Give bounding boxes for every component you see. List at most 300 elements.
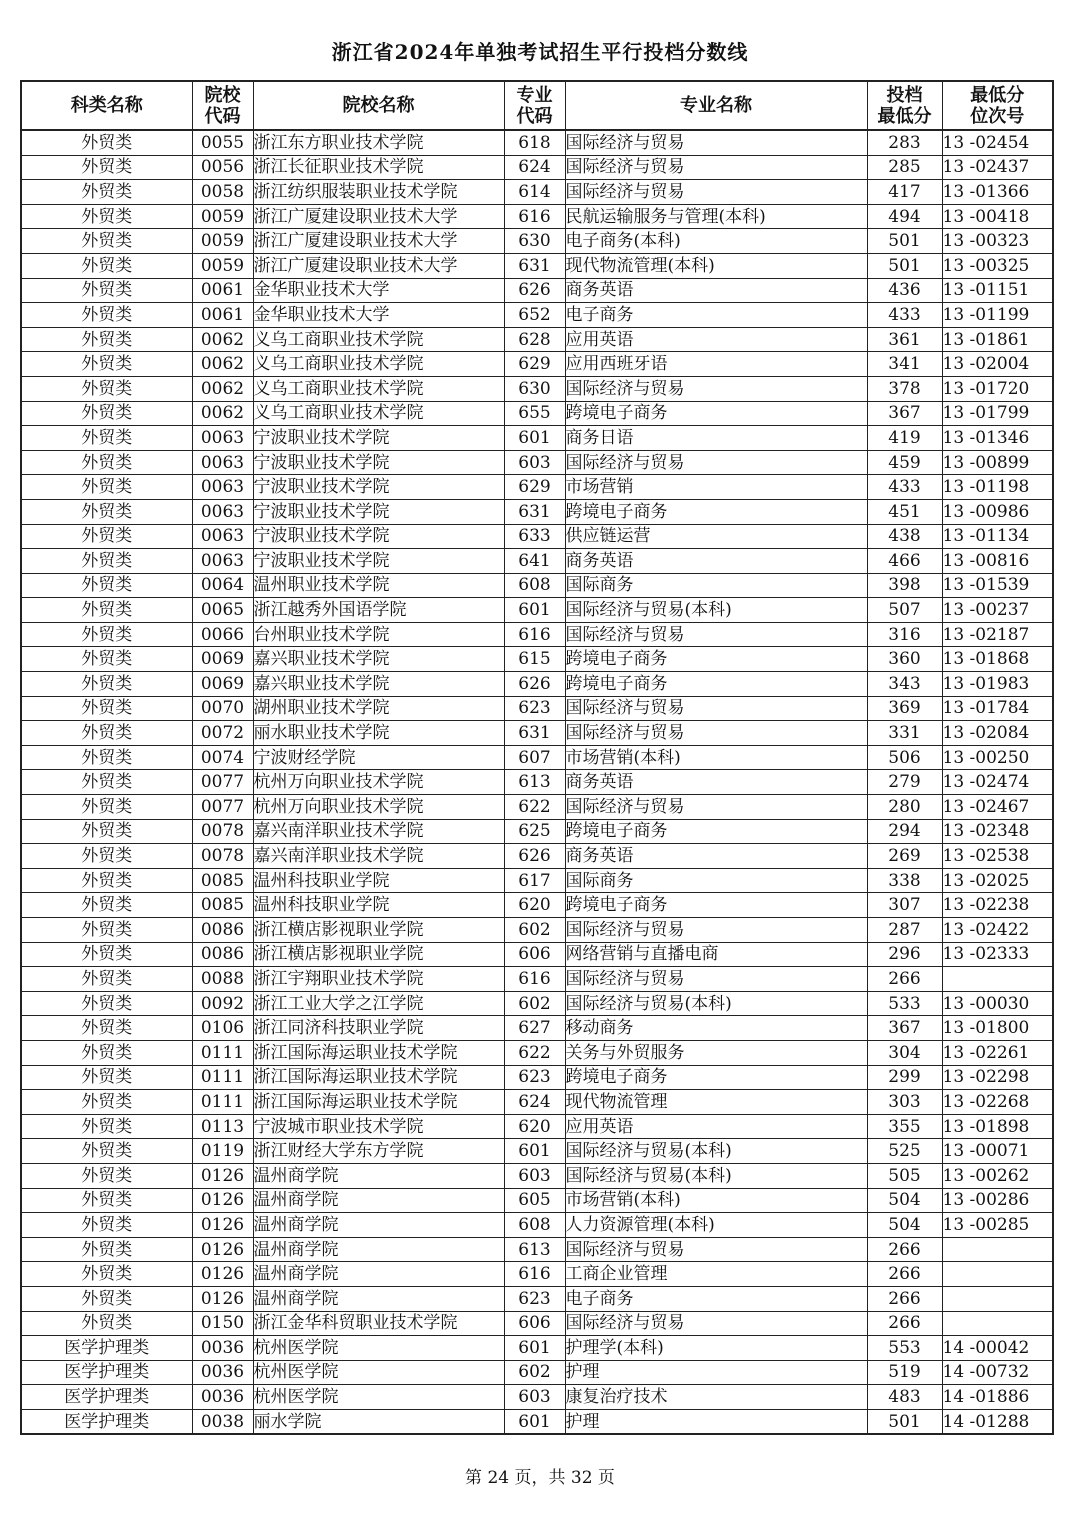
cell-major-name: 现代物流管理(本科) (565, 253, 867, 278)
cell-category: 外贸类 (21, 130, 192, 155)
cell-min-rank: 13 -01720 (942, 376, 1053, 401)
cell-major-name: 国际经济与贸易 (565, 450, 867, 475)
cell-category: 外贸类 (21, 696, 192, 721)
cell-category: 外贸类 (21, 672, 192, 697)
header-major-code: 专业 代码 (504, 81, 565, 130)
cell-category: 外贸类 (21, 327, 192, 352)
cell-min-score: 341 (867, 352, 942, 377)
cell-min-rank: 13 -02437 (942, 155, 1053, 180)
table-header (21, 81, 1053, 130)
cell-major-code: 616 (504, 622, 565, 647)
cell-category: 外贸类 (21, 180, 192, 205)
table-row (21, 253, 1053, 278)
cell-major-name: 现代物流管理 (565, 1090, 867, 1115)
cell-category: 外贸类 (21, 893, 192, 918)
cell-school-code: 0106 (192, 1016, 253, 1041)
cell-school-code: 0061 (192, 278, 253, 303)
cell-major-code: 607 (504, 745, 565, 770)
cell-major-code: 623 (504, 696, 565, 721)
cell-min-rank: 13 -00250 (942, 745, 1053, 770)
cell-category: 外贸类 (21, 844, 192, 869)
cell-min-rank: 14 -00042 (942, 1336, 1053, 1361)
cell-school-code: 0074 (192, 745, 253, 770)
cell-min-rank: 13 -00986 (942, 499, 1053, 524)
cell-min-rank: 13 -01983 (942, 672, 1053, 697)
cell-min-score: 507 (867, 598, 942, 623)
table-row (21, 622, 1053, 647)
cell-category: 外贸类 (21, 1262, 192, 1287)
cell-school-name: 杭州医学院 (253, 1360, 504, 1385)
cell-school-name: 杭州医学院 (253, 1385, 504, 1410)
table-row (21, 499, 1053, 524)
table-row (21, 1311, 1053, 1336)
cell-major-code: 617 (504, 868, 565, 893)
table-row (21, 868, 1053, 893)
cell-school-code: 0059 (192, 253, 253, 278)
cell-major-code: 626 (504, 278, 565, 303)
cell-school-name: 浙江国际海运职业技术学院 (253, 1040, 504, 1065)
cell-major-name: 跨境电子商务 (565, 893, 867, 918)
cell-min-rank (942, 1311, 1053, 1336)
cell-school-code: 0036 (192, 1385, 253, 1410)
table-row (21, 770, 1053, 795)
cell-major-code: 601 (504, 1409, 565, 1434)
cell-school-code: 0069 (192, 672, 253, 697)
cell-school-code: 0086 (192, 942, 253, 967)
table-row (21, 1237, 1053, 1262)
cell-category: 外贸类 (21, 1311, 192, 1336)
cell-major-name: 移动商务 (565, 1016, 867, 1041)
cell-major-code: 608 (504, 1213, 565, 1238)
cell-min-rank: 13 -02467 (942, 795, 1053, 820)
cell-school-code: 0092 (192, 991, 253, 1016)
cell-school-code: 0078 (192, 844, 253, 869)
cell-major-name: 应用西班牙语 (565, 352, 867, 377)
cell-major-name: 国际经济与贸易 (565, 795, 867, 820)
cell-major-code: 613 (504, 770, 565, 795)
cell-major-code: 641 (504, 549, 565, 574)
table-row (21, 180, 1053, 205)
cell-school-code: 0077 (192, 770, 253, 795)
cell-major-name: 国际经济与贸易(本科) (565, 1139, 867, 1164)
cell-min-score: 343 (867, 672, 942, 697)
table-row (21, 1409, 1053, 1434)
cell-major-code: 631 (504, 253, 565, 278)
cell-min-score: 483 (867, 1385, 942, 1410)
cell-min-rank (942, 967, 1053, 992)
cell-school-name: 金华职业技术大学 (253, 303, 504, 328)
cell-major-code: 624 (504, 155, 565, 180)
cell-min-score: 367 (867, 401, 942, 426)
cell-major-code: 628 (504, 327, 565, 352)
cell-min-rank: 13 -01346 (942, 426, 1053, 451)
table-row (21, 991, 1053, 1016)
cell-school-name: 杭州万向职业技术学院 (253, 795, 504, 820)
cell-category: 外贸类 (21, 647, 192, 672)
cell-min-score: 369 (867, 696, 942, 721)
table-row (21, 1163, 1053, 1188)
cell-school-name: 温州商学院 (253, 1163, 504, 1188)
cell-min-rank: 13 -01799 (942, 401, 1053, 426)
header-school-name: 院校名称 (253, 81, 504, 130)
cell-category: 外贸类 (21, 795, 192, 820)
cell-major-code: 630 (504, 229, 565, 254)
cell-major-name: 护理 (565, 1409, 867, 1434)
cell-min-rank: 13 -02261 (942, 1040, 1053, 1065)
cell-min-score: 504 (867, 1213, 942, 1238)
cell-category: 外贸类 (21, 1090, 192, 1115)
cell-school-name: 宁波职业技术学院 (253, 450, 504, 475)
cell-min-score: 501 (867, 229, 942, 254)
cell-major-code: 655 (504, 401, 565, 426)
cell-major-name: 国际经济与贸易 (565, 1311, 867, 1336)
cell-category: 外贸类 (21, 1188, 192, 1213)
cell-min-score: 294 (867, 819, 942, 844)
cell-category: 医学护理类 (21, 1385, 192, 1410)
cell-school-name: 宁波职业技术学院 (253, 499, 504, 524)
cell-min-score: 417 (867, 180, 942, 205)
cell-school-name: 浙江长征职业技术学院 (253, 155, 504, 180)
header-school-code: 院校 代码 (192, 81, 253, 130)
cell-major-code: 615 (504, 647, 565, 672)
cell-school-code: 0119 (192, 1139, 253, 1164)
cell-category: 医学护理类 (21, 1409, 192, 1434)
cell-category: 外贸类 (21, 229, 192, 254)
table-row (21, 524, 1053, 549)
cell-min-score: 519 (867, 1360, 942, 1385)
cell-school-code: 0126 (192, 1163, 253, 1188)
cell-school-name: 嘉兴南洋职业技术学院 (253, 819, 504, 844)
cell-major-code: 623 (504, 1065, 565, 1090)
table-row (21, 1286, 1053, 1311)
cell-major-code: 602 (504, 1360, 565, 1385)
cell-school-code: 0086 (192, 918, 253, 943)
table-row (21, 1114, 1053, 1139)
cell-min-rank: 13 -00325 (942, 253, 1053, 278)
cell-school-name: 浙江国际海运职业技术学院 (253, 1090, 504, 1115)
header-min-score: 投档 最低分 (867, 81, 942, 130)
cell-school-name: 温州商学院 (253, 1213, 504, 1238)
cell-major-name: 国际经济与贸易 (565, 721, 867, 746)
table-row (21, 229, 1053, 254)
cell-major-name: 人力资源管理(本科) (565, 1213, 867, 1238)
cell-category: 外贸类 (21, 622, 192, 647)
table-row (21, 1040, 1053, 1065)
cell-min-score: 378 (867, 376, 942, 401)
table-row (21, 795, 1053, 820)
cell-school-code: 0111 (192, 1065, 253, 1090)
cell-category: 外贸类 (21, 450, 192, 475)
table-row (21, 844, 1053, 869)
cell-category: 外贸类 (21, 819, 192, 844)
header-category: 科类名称 (21, 81, 192, 130)
cell-school-name: 义乌工商职业技术学院 (253, 327, 504, 352)
cell-major-code: 652 (504, 303, 565, 328)
table-body (21, 130, 1053, 1434)
cell-school-code: 0063 (192, 499, 253, 524)
table-row (21, 1262, 1053, 1287)
cell-major-name: 关务与外贸服务 (565, 1040, 867, 1065)
cell-min-rank: 13 -00237 (942, 598, 1053, 623)
cell-min-score: 501 (867, 253, 942, 278)
cell-min-score: 303 (867, 1090, 942, 1115)
cell-major-code: 601 (504, 1139, 565, 1164)
table-row (21, 1016, 1053, 1041)
cell-major-name: 国际经济与贸易 (565, 967, 867, 992)
cell-school-name: 义乌工商职业技术学院 (253, 352, 504, 377)
cell-school-code: 0062 (192, 376, 253, 401)
cell-school-name: 嘉兴职业技术学院 (253, 672, 504, 697)
cell-major-name: 跨境电子商务 (565, 1065, 867, 1090)
cell-major-name: 国际经济与贸易(本科) (565, 598, 867, 623)
cell-category: 外贸类 (21, 868, 192, 893)
cell-major-name: 国际经济与贸易 (565, 155, 867, 180)
cell-school-code: 0055 (192, 130, 253, 155)
cell-school-name: 温州商学院 (253, 1286, 504, 1311)
cell-min-score: 505 (867, 1163, 942, 1188)
cell-min-score: 355 (867, 1114, 942, 1139)
cell-school-code: 0078 (192, 819, 253, 844)
cell-school-name: 浙江横店影视职业学院 (253, 918, 504, 943)
cell-school-code: 0077 (192, 795, 253, 820)
cell-min-score: 466 (867, 549, 942, 574)
cell-school-code: 0056 (192, 155, 253, 180)
cell-min-rank: 13 -02025 (942, 868, 1053, 893)
cell-major-name: 国际经济与贸易 (565, 918, 867, 943)
cell-min-score: 436 (867, 278, 942, 303)
cell-min-rank: 13 -01134 (942, 524, 1053, 549)
table-row (21, 721, 1053, 746)
cell-school-code: 0036 (192, 1336, 253, 1361)
cell-major-code: 616 (504, 1262, 565, 1287)
cell-school-name: 浙江国际海运职业技术学院 (253, 1065, 504, 1090)
cell-category: 外贸类 (21, 426, 192, 451)
cell-major-name: 供应链运营 (565, 524, 867, 549)
table-row (21, 1188, 1053, 1213)
cell-major-code: 602 (504, 918, 565, 943)
cell-min-score: 398 (867, 573, 942, 598)
table-row (21, 696, 1053, 721)
cell-min-score: 504 (867, 1188, 942, 1213)
cell-min-score: 360 (867, 647, 942, 672)
cell-school-code: 0113 (192, 1114, 253, 1139)
cell-major-name: 商务英语 (565, 549, 867, 574)
table-row (21, 549, 1053, 574)
cell-school-code: 0059 (192, 204, 253, 229)
cell-school-name: 义乌工商职业技术学院 (253, 376, 504, 401)
cell-min-rank: 13 -02538 (942, 844, 1053, 869)
cell-major-code: 601 (504, 598, 565, 623)
cell-category: 外贸类 (21, 278, 192, 303)
cell-school-name: 义乌工商职业技术学院 (253, 401, 504, 426)
cell-major-code: 616 (504, 967, 565, 992)
cell-min-score: 361 (867, 327, 942, 352)
cell-category: 外贸类 (21, 942, 192, 967)
cell-major-code: 602 (504, 991, 565, 1016)
table-row (21, 376, 1053, 401)
cell-min-score: 266 (867, 1262, 942, 1287)
cell-min-rank: 13 -00285 (942, 1213, 1053, 1238)
cell-major-code: 624 (504, 1090, 565, 1115)
cell-major-name: 国际经济与贸易 (565, 130, 867, 155)
cell-category: 外贸类 (21, 1286, 192, 1311)
cell-min-rank: 13 -00262 (942, 1163, 1053, 1188)
cell-min-score: 459 (867, 450, 942, 475)
cell-category: 医学护理类 (21, 1360, 192, 1385)
cell-min-score: 438 (867, 524, 942, 549)
cell-min-rank: 13 -02238 (942, 893, 1053, 918)
cell-school-name: 温州商学院 (253, 1188, 504, 1213)
cell-school-name: 宁波职业技术学院 (253, 475, 504, 500)
cell-min-score: 266 (867, 1311, 942, 1336)
cell-min-score: 419 (867, 426, 942, 451)
cell-min-rank: 13 -01366 (942, 180, 1053, 205)
cell-school-name: 丽水职业技术学院 (253, 721, 504, 746)
cell-school-name: 嘉兴南洋职业技术学院 (253, 844, 504, 869)
cell-category: 外贸类 (21, 1065, 192, 1090)
cell-school-code: 0066 (192, 622, 253, 647)
cell-school-name: 宁波财经学院 (253, 745, 504, 770)
cell-school-name: 宁波职业技术学院 (253, 524, 504, 549)
cell-school-name: 嘉兴职业技术学院 (253, 647, 504, 672)
table-row (21, 918, 1053, 943)
cell-school-code: 0058 (192, 180, 253, 205)
cell-major-name: 跨境电子商务 (565, 819, 867, 844)
cell-major-name: 电子商务(本科) (565, 229, 867, 254)
cell-min-rank: 13 -02004 (942, 352, 1053, 377)
cell-school-name: 浙江越秀外国语学院 (253, 598, 504, 623)
cell-category: 外贸类 (21, 475, 192, 500)
cell-school-code: 0126 (192, 1213, 253, 1238)
cell-school-code: 0063 (192, 475, 253, 500)
cell-school-code: 0064 (192, 573, 253, 598)
cell-school-code: 0072 (192, 721, 253, 746)
cell-major-code: 605 (504, 1188, 565, 1213)
cell-min-score: 533 (867, 991, 942, 1016)
cell-min-rank: 13 -01198 (942, 475, 1053, 500)
cell-category: 外贸类 (21, 524, 192, 549)
cell-category: 外贸类 (21, 1163, 192, 1188)
cell-school-code: 0059 (192, 229, 253, 254)
cell-min-score: 299 (867, 1065, 942, 1090)
cell-school-name: 温州科技职业学院 (253, 868, 504, 893)
cell-major-code: 627 (504, 1016, 565, 1041)
cell-min-score: 266 (867, 1286, 942, 1311)
cell-min-score: 285 (867, 155, 942, 180)
cell-school-name: 浙江财经大学东方学院 (253, 1139, 504, 1164)
cell-min-rank: 13 -02333 (942, 942, 1053, 967)
cell-min-rank: 14 -01288 (942, 1409, 1053, 1434)
cell-min-score: 553 (867, 1336, 942, 1361)
cell-school-name: 浙江金华科贸职业技术学院 (253, 1311, 504, 1336)
cell-school-name: 杭州医学院 (253, 1336, 504, 1361)
cell-major-name: 国际经济与贸易 (565, 622, 867, 647)
table-row (21, 475, 1053, 500)
table-row (21, 130, 1053, 155)
cell-min-rank: 14 -01886 (942, 1385, 1053, 1410)
cell-major-name: 国际经济与贸易 (565, 180, 867, 205)
cell-major-name: 电子商务 (565, 1286, 867, 1311)
cell-min-score: 287 (867, 918, 942, 943)
cell-min-rank: 13 -00323 (942, 229, 1053, 254)
cell-category: 外贸类 (21, 352, 192, 377)
cell-category: 医学护理类 (21, 1336, 192, 1361)
cell-min-score: 338 (867, 868, 942, 893)
cell-category: 外贸类 (21, 401, 192, 426)
table-row (21, 155, 1053, 180)
cell-major-code: 631 (504, 721, 565, 746)
cell-category: 外贸类 (21, 967, 192, 992)
cell-major-name: 市场营销(本科) (565, 745, 867, 770)
cell-category: 外贸类 (21, 598, 192, 623)
table-row (21, 893, 1053, 918)
cell-category: 外贸类 (21, 549, 192, 574)
table-row (21, 327, 1053, 352)
cell-category: 外贸类 (21, 303, 192, 328)
table-row (21, 1139, 1053, 1164)
cell-min-rank: 13 -01539 (942, 573, 1053, 598)
cell-category: 外贸类 (21, 1213, 192, 1238)
cell-major-name: 电子商务 (565, 303, 867, 328)
cell-min-rank: 13 -01800 (942, 1016, 1053, 1041)
cell-min-rank: 13 -02298 (942, 1065, 1053, 1090)
cell-school-code: 0126 (192, 1262, 253, 1287)
cell-major-code: 623 (504, 1286, 565, 1311)
cell-major-code: 613 (504, 1237, 565, 1262)
cell-school-code: 0061 (192, 303, 253, 328)
cell-min-score: 296 (867, 942, 942, 967)
cell-min-score: 269 (867, 844, 942, 869)
cell-min-score: 494 (867, 204, 942, 229)
cell-category: 外贸类 (21, 1139, 192, 1164)
cell-major-name: 护理 (565, 1360, 867, 1385)
cell-major-name: 应用英语 (565, 1114, 867, 1139)
cell-min-rank: 13 -02454 (942, 130, 1053, 155)
cell-major-code: 606 (504, 1311, 565, 1336)
table-row (21, 967, 1053, 992)
cell-major-code: 620 (504, 1114, 565, 1139)
cell-school-code: 0150 (192, 1311, 253, 1336)
cell-school-code: 0038 (192, 1409, 253, 1434)
cell-major-code: 601 (504, 1336, 565, 1361)
cell-category: 外贸类 (21, 721, 192, 746)
cell-major-name: 国际商务 (565, 868, 867, 893)
cell-min-rank: 14 -00732 (942, 1360, 1053, 1385)
cell-school-code: 0111 (192, 1040, 253, 1065)
cell-school-code: 0062 (192, 327, 253, 352)
table-row (21, 450, 1053, 475)
cell-min-rank: 13 -00816 (942, 549, 1053, 574)
cell-school-code: 0063 (192, 450, 253, 475)
cell-min-score: 501 (867, 1409, 942, 1434)
cell-category: 外贸类 (21, 499, 192, 524)
cell-min-rank: 13 -00418 (942, 204, 1053, 229)
cell-major-code: 603 (504, 450, 565, 475)
cell-school-name: 温州科技职业学院 (253, 893, 504, 918)
cell-min-score: 367 (867, 1016, 942, 1041)
cell-major-code: 631 (504, 499, 565, 524)
cell-school-code: 0126 (192, 1188, 253, 1213)
cell-school-code: 0088 (192, 967, 253, 992)
cell-major-code: 622 (504, 1040, 565, 1065)
cell-min-rank: 13 -00030 (942, 991, 1053, 1016)
cell-major-name: 商务英语 (565, 770, 867, 795)
cell-major-name: 跨境电子商务 (565, 647, 867, 672)
cell-school-name: 宁波职业技术学院 (253, 426, 504, 451)
cell-min-rank: 13 -01151 (942, 278, 1053, 303)
cell-school-name: 浙江横店影视职业学院 (253, 942, 504, 967)
cell-school-code: 0085 (192, 893, 253, 918)
